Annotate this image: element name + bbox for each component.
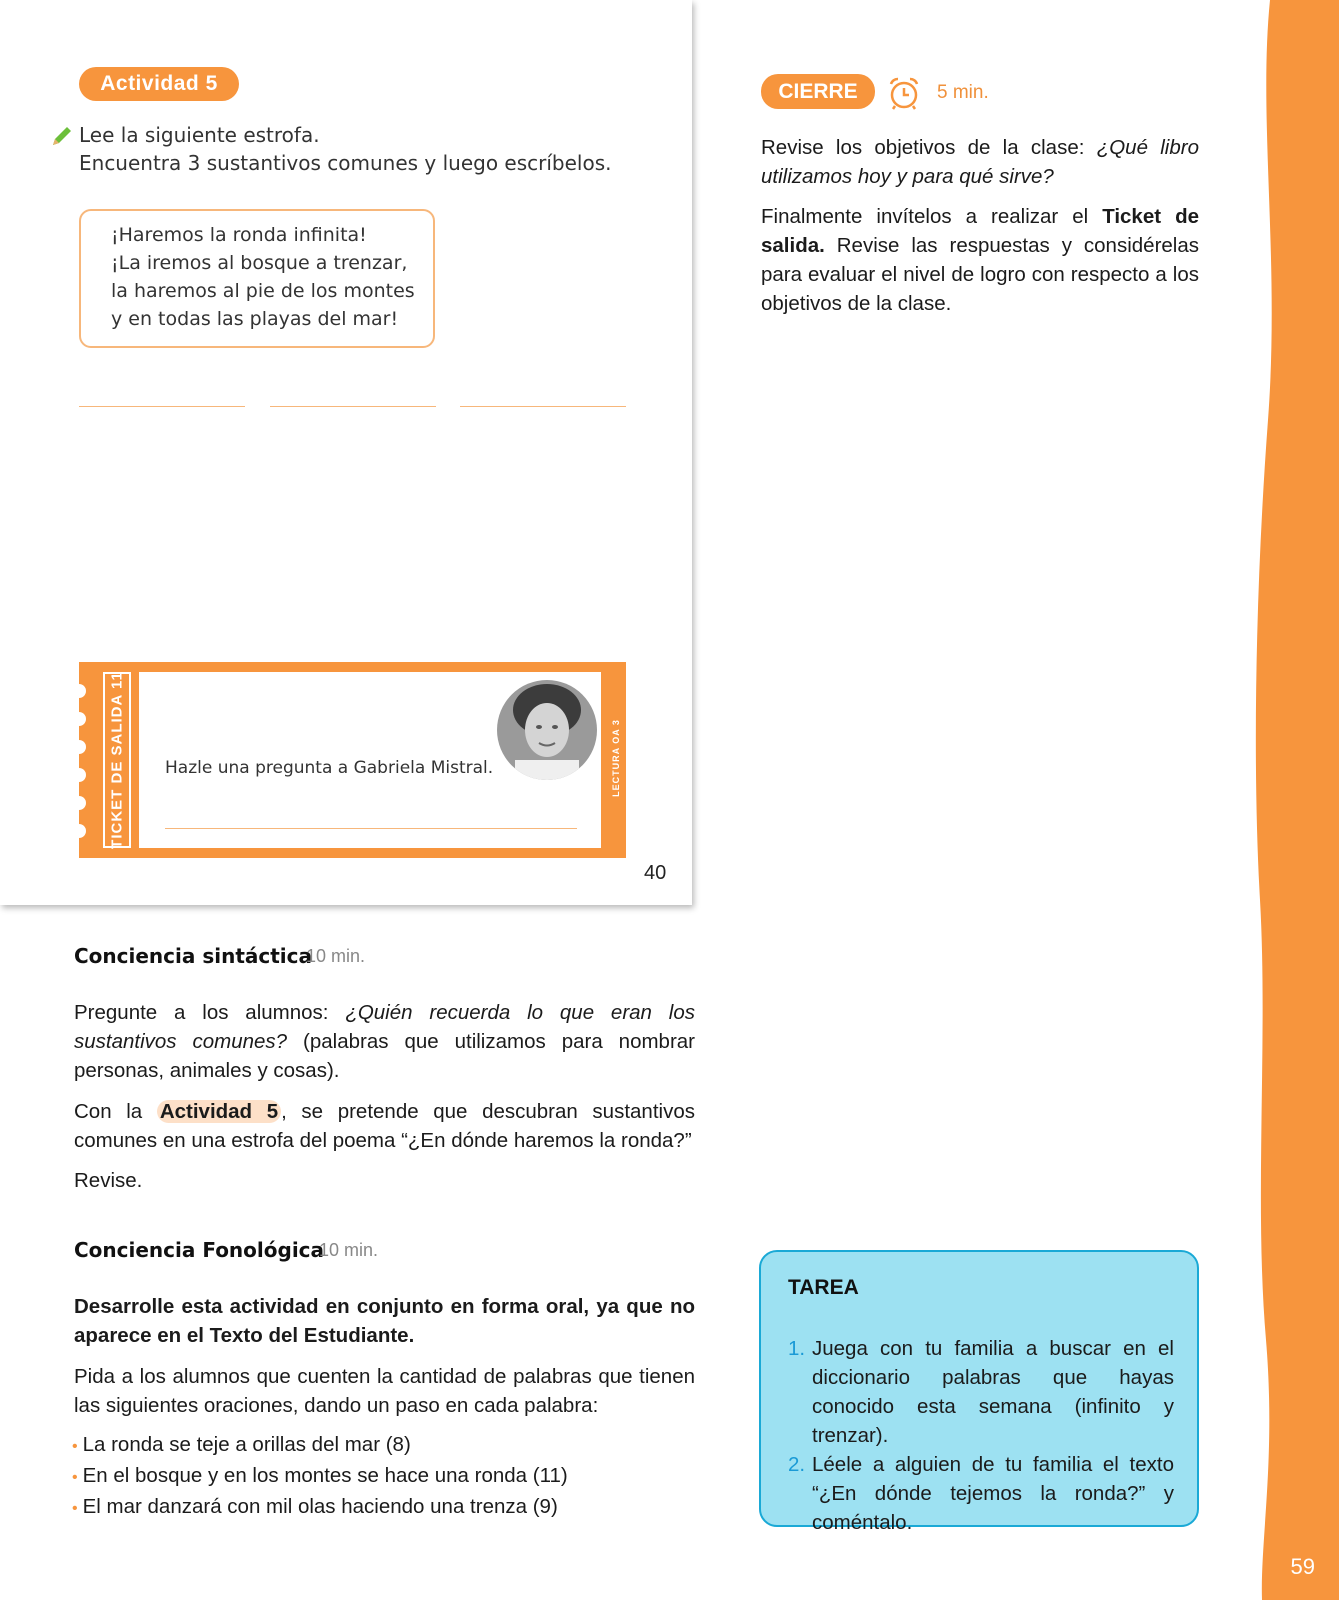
cierre-time: 5 min. xyxy=(937,82,989,103)
list-item: • El mar danzará con mil olas haciendo una trenza (9) xyxy=(72,1495,558,1518)
list-item: • La ronda se teje a orillas del mar (8) xyxy=(72,1433,411,1456)
sintactica-paragraph-3: Revise. xyxy=(74,1169,143,1192)
tarea-box xyxy=(759,1250,1199,1534)
answer-line-2[interactable] xyxy=(270,406,436,407)
activity-label: Actividad 5 xyxy=(79,67,239,101)
ticket-notch xyxy=(72,796,86,810)
ticket-answer-line[interactable] xyxy=(165,828,577,829)
poem-box xyxy=(79,209,435,348)
tarea-list xyxy=(788,1334,1174,1537)
instruction-line-2: Encuentra 3 sustantivos comunes y luego escríbelos. xyxy=(79,151,612,175)
sintactica-title: Conciencia sintáctica xyxy=(74,944,313,968)
sintactica-paragraph-1: Pregunte a los alumnos: ¿Quién recuerda lo que eran los sustantivos comunes? (palabras que utilizamos para nombrar personas, animales y cosas). xyxy=(74,1001,696,1082)
cierre-label: CIERRE xyxy=(761,74,875,109)
student-book-page xyxy=(0,0,692,905)
poem-line: ¡La iremos al bosque a trenzar, xyxy=(111,252,408,274)
ticket-side-label: TICKET DE SALIDA 11 xyxy=(108,671,126,849)
sintactica-time: 10 min. xyxy=(306,946,366,966)
activity-highlight: Actividad 5 xyxy=(157,1100,281,1123)
cierre-paragraph-2: Finalmente invítelos a realizar el Ticket de salida. Revise las respuestas y considérelas para evaluar el nivel de logro con respecto a los objetivos de la clase. xyxy=(761,205,1199,315)
ticket-notch xyxy=(72,740,86,754)
exit-ticket xyxy=(79,662,626,858)
list-item: 1. Juega con tu familia a buscar en el diccionario palabras que hayas conocido esta semana (infinito y trenzar). xyxy=(788,1337,1174,1447)
side-band xyxy=(1250,0,1339,1600)
answer-line-3[interactable] xyxy=(460,406,626,407)
portrait-image xyxy=(497,680,597,780)
fonologica-time: 10 min. xyxy=(319,1240,379,1260)
alarm-clock-icon xyxy=(886,75,922,111)
instruction-line-1: Lee la siguiente estrofa. xyxy=(79,123,320,147)
fonologica-paragraph-1: Desarrolle esta actividad en conjunto en forma oral, ya que no aparece en el Texto del Estudiante. xyxy=(74,1295,695,1347)
poem-line: ¡Haremos la ronda infinita! xyxy=(111,224,367,246)
ticket-body xyxy=(139,672,601,848)
ticket-notch xyxy=(72,684,86,698)
tarea-title: TAREA xyxy=(788,1276,859,1299)
sentence-list xyxy=(72,1430,568,1523)
sintactica-paragraph-2: Con la Actividad 5 , se pretende que descubran sustantivos comunes en una estrofa del poema “¿En dónde haremos la ronda?” xyxy=(74,1100,695,1152)
ticket-notch xyxy=(72,712,86,726)
answer-line-1[interactable] xyxy=(79,406,245,407)
ticket-question: Hazle una pregunta a Gabriela Mistral. xyxy=(165,758,494,778)
poem-line: la haremos al pie de los montes xyxy=(111,280,415,302)
book-page-number: 40 xyxy=(644,862,667,884)
poem-line: y en todas las playas del mar! xyxy=(111,308,399,330)
list-item: • En el bosque y en los montes se hace una ronda (11) xyxy=(72,1464,568,1487)
cierre-paragraph-1: Revise los objetivos de la clase: ¿Qué libro utilizamos hoy y para qué sirve? xyxy=(761,136,1199,188)
ticket-notch xyxy=(72,768,86,782)
list-item: 2. Léele a alguien de tu familia el texto “¿En dónde tejemos la ronda?” y coméntalo. xyxy=(788,1453,1174,1534)
fonologica-title: Conciencia Fonológica xyxy=(74,1238,325,1262)
ticket-notch xyxy=(72,824,86,838)
page-number: 59 xyxy=(1290,1554,1315,1579)
ticket-right-label: LECTURA OA 3 xyxy=(611,719,621,797)
fonologica-paragraph-2: Pida a los alumnos que cuenten la cantidad de palabras que tienen las siguientes oraciones, dando un paso en cada palabra: xyxy=(74,1365,695,1417)
pencil-icon xyxy=(50,124,74,148)
